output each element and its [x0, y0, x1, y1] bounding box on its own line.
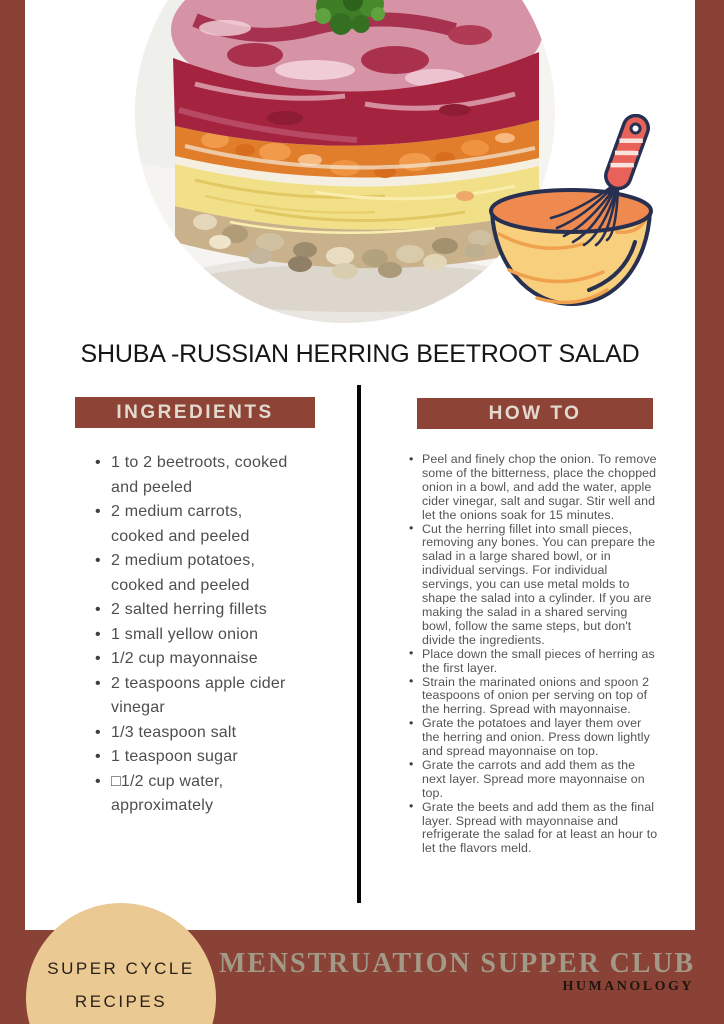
badge-line-2: RECIPES — [74, 992, 168, 1011]
ingredient-item: • 2 teaspoons apple cider vinegar — [95, 672, 291, 721]
ingredient-item: • □1/2 cup water, approximately — [95, 770, 291, 819]
mixing-bowl-whisk-illustration — [485, 114, 665, 314]
brand-subtitle: HUMANOLOGY — [562, 979, 694, 994]
how-to-header-label: HOW TO — [488, 402, 582, 424]
ingredient-item: • 2 medium potatoes, cooked and peeled — [95, 549, 291, 598]
badge-line-1: SUPER CYCLE — [47, 959, 195, 978]
ingredient-item: • 1 teaspoon sugar — [95, 745, 291, 770]
how-to-steps-list — [408, 453, 660, 856]
page-title: SHUBA -RUSSIAN HERRING BEETROOT SALAD — [80, 340, 640, 368]
recipes-badge-text — [26, 952, 216, 1018]
how-to-step: • Grate the beets and add them as the final layer. Spread with mayonnaise and refrigerate the salad for at least an hour to let the flavors meld. — [408, 801, 660, 857]
bowl — [491, 190, 651, 304]
ingredient-item: • 1/2 cup mayonnaise — [95, 647, 291, 672]
how-to-step: • Grate the carrots and add them as the next layer. Spread more mayonnaise on top. — [408, 759, 660, 801]
ingredient-item: • 1 to 2 beetroots, cooked and peeled — [95, 451, 291, 500]
ingredients-header-label: INGREDIENTS — [116, 401, 274, 423]
how-to-header-bar — [417, 398, 653, 429]
ingredient-item: • 2 salted herring fillets — [95, 598, 291, 623]
how-to-step: • Strain the marinated onions and spoon 2 teaspoons of onion per serving on top of the herring. Spread with mayonnaise. — [408, 676, 660, 718]
brand-title: MENSTRUATION SUPPER CLUB — [218, 948, 695, 979]
ingredients-list — [95, 451, 291, 819]
how-to-step: • Peel and finely chop the onion. To remove some of the bitterness, place the chopped onion in a bowl, and add the water, apple cider vinegar, salt and sugar. Stir well and let the onions soak for 15 minutes. — [408, 453, 660, 523]
how-to-step: • Place down the small pieces of herring as the first layer. — [408, 648, 660, 676]
ingredients-header-bar — [75, 397, 315, 428]
ingredient-item: • 1 small yellow onion — [95, 623, 291, 648]
column-divider — [357, 385, 361, 903]
how-to-step: • Cut the herring fillet into small pieces, removing any bones. You can prepare the salad in a large shared bowl, or in individual servings. For individual servings, you can use metal molds to shape the salad into a cylinder. If you are making the salad in a shared serving bowl, follow the same steps, but don't divide the ingredients. — [408, 523, 660, 648]
ingredient-item: • 2 medium carrots, cooked and peeled — [95, 500, 291, 549]
whisk-handle — [602, 114, 651, 192]
ingredient-item: • 1/3 teaspoon salt — [95, 721, 291, 746]
how-to-step: • Grate the potatoes and layer them over the herring and onion. Press down lightly and spread mayonnaise on top. — [408, 717, 660, 759]
